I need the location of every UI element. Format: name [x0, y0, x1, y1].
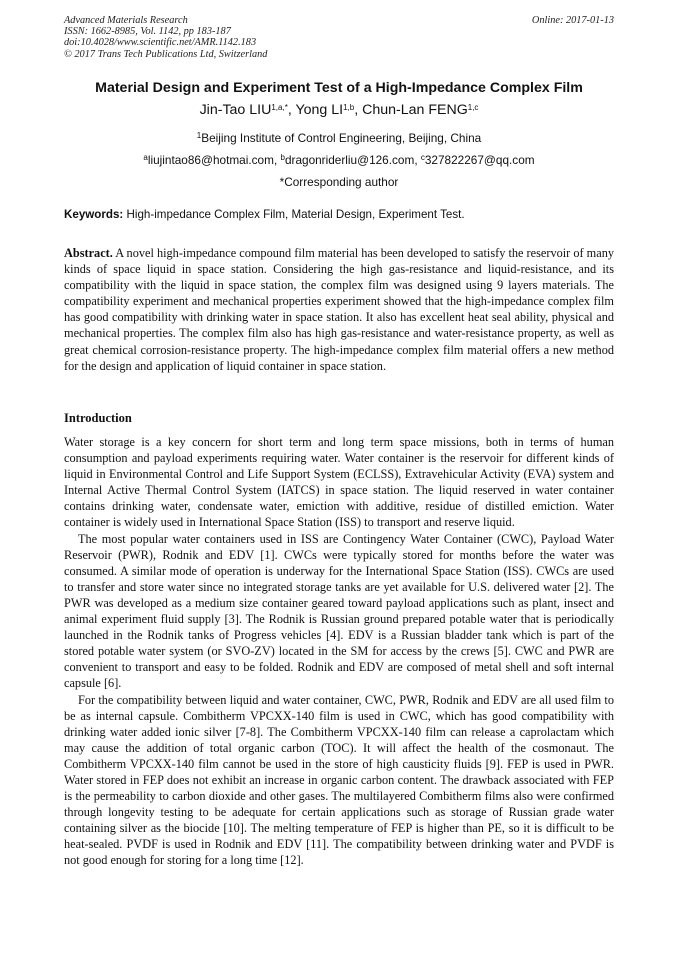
- email-link[interactable]: dragonriderliu@126.com: [284, 153, 415, 167]
- author-sup: 1,b: [343, 103, 355, 112]
- doi-line: doi:10.4028/www.scientific.net/AMR.1142.183: [64, 37, 257, 49]
- author-sup: 1,a,*: [271, 103, 288, 112]
- email-sup: c: [420, 153, 425, 162]
- affiliation-sup: 1: [196, 131, 202, 140]
- keywords-label: Keywords:: [64, 208, 124, 221]
- abstract: [64, 245, 614, 374]
- paragraph: The most popular water containers used in ISS are Contingency Water Container (CWC), Payload Water Reservoir (PWR), Rodnik and EDV [1]. CWCs were typically stored for months before the water was consumed. A similar mode of operation is underway for the International Space Station (ISS). CWCs are used to transfer and store water since no integrated storage tanks are yet available for U.S. delivered water [2]. The PWR was developed as a medium size container geared toward payload applications such as plant, insect and animal experiment fluid supply [3]. The Rodnik is Russian ground prepared potable water that is periodically launched in the Rodnik tanks of Progress vehicles [4]. EDV is a Russian bladder tank which is part of the stored potable water system (or SVO-ZV) located in the SM for access by the crews [5]. CWC and PWR are convenient to transport and easy to be folded. Rodnik and EDV are composed of metal shell and soft internal capsule [6].: [64, 531, 614, 691]
- author-separator: ,: [354, 102, 363, 118]
- corresponding-author-note: *Corresponding author: [279, 175, 399, 189]
- abstract-text: A novel high-impedance compound film material has been developed to satisfy the reservoir of many kinds of space liquid in space station. Considering the high gas-resistance and liquid-resistance, and its compatibility with the liquid in space station, the complex film was designed using 9 layers materials. The compatibility experiment and mechanical properties experiment showed that the high-impedance complex film has good compatibility with drinking water in space station. It also has excellent heat seal ability, physical and mechanical properties. The complex film also has high gas-resistance and water-resistance property, as well as great chemical corrosion-resistance property. The high-impedance complex film material offers a new method for the design and application of liquid container in space station.: [64, 246, 614, 373]
- author-sup: 1,c: [467, 103, 479, 112]
- copyright-line: © 2017 Trans Tech Publications Ltd, Switzerland: [64, 48, 268, 60]
- email-sup: b: [280, 153, 285, 162]
- introduction-body: [64, 434, 614, 869]
- keywords-text: High-impedance Complex Film, Material Design, Experiment Test.: [126, 208, 465, 221]
- email-link[interactable]: 327822267@qq.com: [424, 153, 535, 167]
- paper-title: Material Design and Experiment Test of a High-Impedance Complex Film: [95, 80, 583, 96]
- email-link[interactable]: liujintao86@hotmai.com: [147, 153, 274, 167]
- abstract-label: Abstract.: [64, 246, 113, 260]
- author-list: [40, 102, 638, 118]
- paragraph: Water storage is a key concern for short term and long term space missions, both in terms of human consumption and payload experiments requiring water. Water container is the reservoir for different kinds of liquid in Environmental Control and Life Support System (ECLSS), Extravehicular Activity (EVA) system and Internal Active Thermal Control System (IATCS) in space station. The liquid reserved in water container contains drinking water, condensate water, emiction with additive, residue of distilled emiction. Water container is widely used in International Space Station (ISS) to transport and reserve liquid.: [64, 435, 614, 530]
- online-date: Online: 2017-01-13: [531, 15, 614, 26]
- journal-header: [64, 15, 267, 60]
- email-separator: ,: [273, 153, 281, 167]
- author-name: Jin-Tao LIU: [199, 102, 272, 118]
- email-separator: ,: [414, 153, 421, 167]
- affiliation-text: Beijing Institute of Control Engineering, Beijing, China: [201, 131, 482, 145]
- paragraph: For the compatibility between liquid and water container, CWC, PWR, Rodnik and EDV are all used film to be as internal capsule. Combitherm VPCXX-140 film is used in CWC, which has good compatibility with drinking water added ionic silver [7-8]. The Combitherm VPCXX-140 film can release a caprolactam which may cause the addition of total organic carbon (TOC). It will affect the health of the cosmonaut. The Combitherm VPCXX-140 film cannot be used in the store of high causticity fluids [9]. FEP is used in PWR. Water stored in FEP does not exhibit an increase in organic carbon content. The drawback associated with FEP is the permeability to carbon dioxide and other gases. The multilayered Combitherm films also were confirmed through longevity testing to be adequate for certain applications such as storage of Russian grade water containing silver as the biocide [10]. The melting temperature of FEP is higher than PE, so it is difficult to be heat-sealed. PVDF is used in Rodnik and EDV [11]. The compatibility between drinking water and PVDF is not good enough for storing for a long time [12].: [64, 692, 614, 868]
- author-name: Chun-Lan FENG: [362, 102, 468, 118]
- keywords: [64, 208, 465, 221]
- email-list: [40, 153, 638, 167]
- journal-name: Advanced Materials Research: [64, 15, 188, 26]
- author-separator: ,: [287, 102, 296, 118]
- introduction-heading: Introduction: [64, 411, 132, 425]
- issn-line: ISSN: 1662-8985, Vol. 1142, pp 183-187: [64, 26, 231, 38]
- affiliation: [40, 131, 638, 145]
- email-sup: a: [143, 153, 148, 162]
- author-name: Yong LI: [295, 102, 344, 118]
